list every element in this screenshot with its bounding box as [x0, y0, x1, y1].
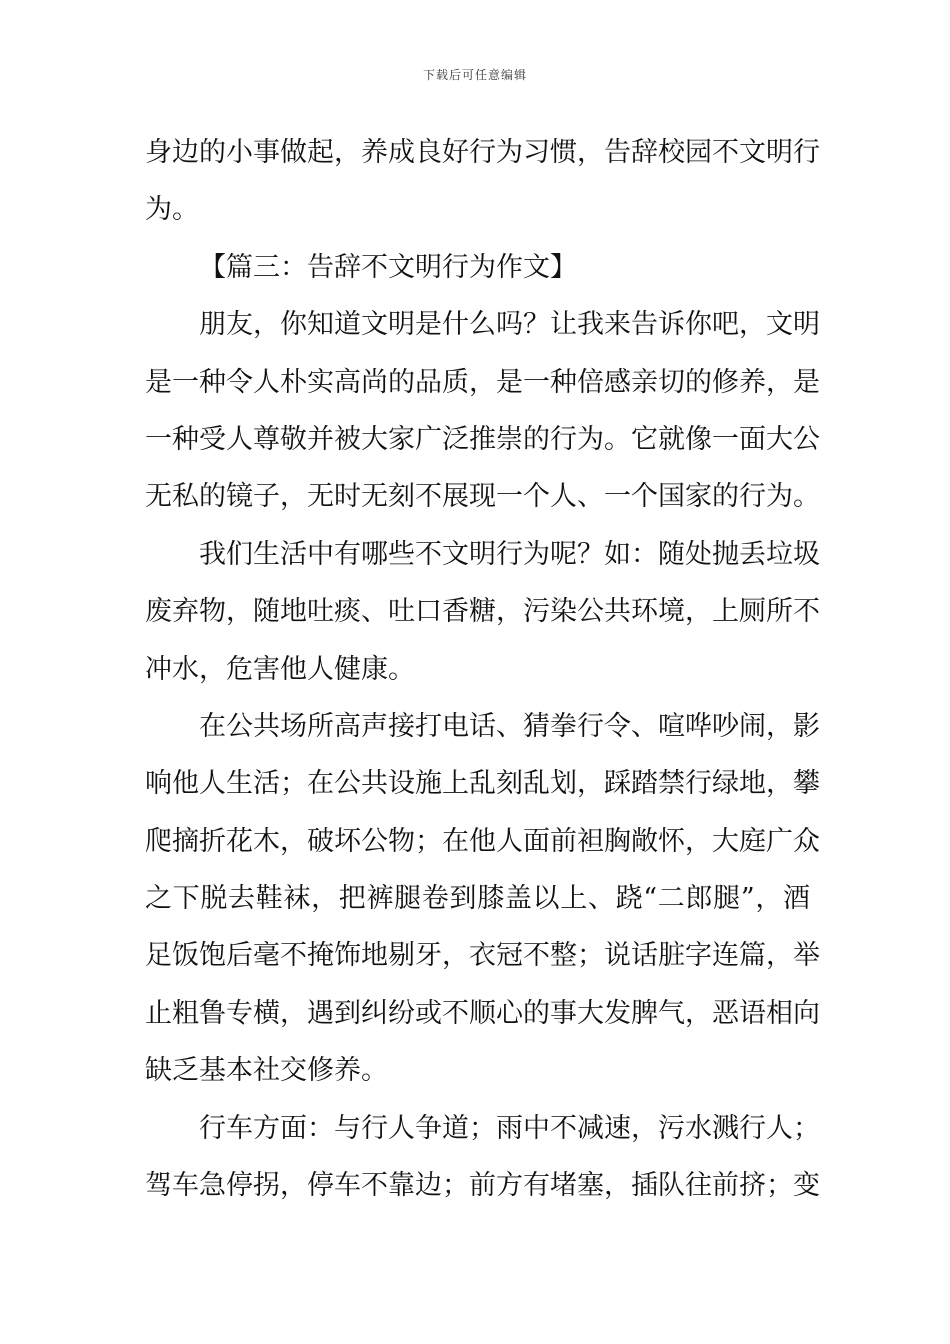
- text-line: 无私的镜子，无时无刻不展现一个人、一个国家的行为。: [145, 481, 820, 513]
- text-line: 是一种令人朴实高尚的品质，是一种倍感亲切的修养，是: [145, 366, 820, 398]
- section-heading: 【篇三：告辞不文明行为作文】: [199, 251, 577, 283]
- text-line: 缺乏基本社交修养。: [145, 1055, 388, 1087]
- text-line: 身边的小事做起，养成良好行为习惯，告辞校园不文明行: [145, 137, 820, 168]
- text-line: 响他人生活；在公共设施上乱刻乱划，踩踏禁行绿地，攀: [145, 768, 820, 800]
- text-line: 一种受人尊敬并被大家广泛推崇的行为。它就像一面大公: [145, 423, 820, 455]
- text-line: 行车方面：与行人争道；雨中不减速，污水溅行人；: [199, 1112, 820, 1144]
- text-line: 止粗鲁专横，遇到纠纷或不顺心的事大发脾气，恶语相向: [145, 997, 820, 1029]
- text-line: 足饭饱后毫不掩饰地剔牙，衣冠不整；说话脏字连篇，举: [145, 940, 820, 972]
- text-line: 我们生活中有哪些不文明行为呢？如：随处抛丢垃圾: [199, 538, 820, 570]
- text-line: 废弃物，随地吐痰、吐口香糖，污染公共环境，上厕所不: [145, 596, 820, 628]
- text-line: 之下脱去鞋袜，把裤腿卷到膝盖以上、跷“二郎腿”，酒: [145, 883, 810, 915]
- text-line: 为。: [145, 194, 199, 226]
- text-line: 爬摘折花木，破坏公物；在他人面前袒胸敞怀，大庭广众: [145, 825, 820, 857]
- text-line: 在公共场所高声接打电话、猜拳行令、喧哗吵闹，影: [199, 710, 820, 742]
- text-line: 朋友，你知道文明是什么吗？让我来告诉你吧，文明: [199, 309, 820, 341]
- page-header: 下载后可任意编辑: [422, 68, 527, 82]
- text-line: 驾车急停拐，停车不靠边；前方有堵塞，插队往前挤；变: [145, 1170, 820, 1202]
- text-line: 冲水，危害他人健康。: [145, 653, 415, 685]
- body-text: [145, 124, 820, 1214]
